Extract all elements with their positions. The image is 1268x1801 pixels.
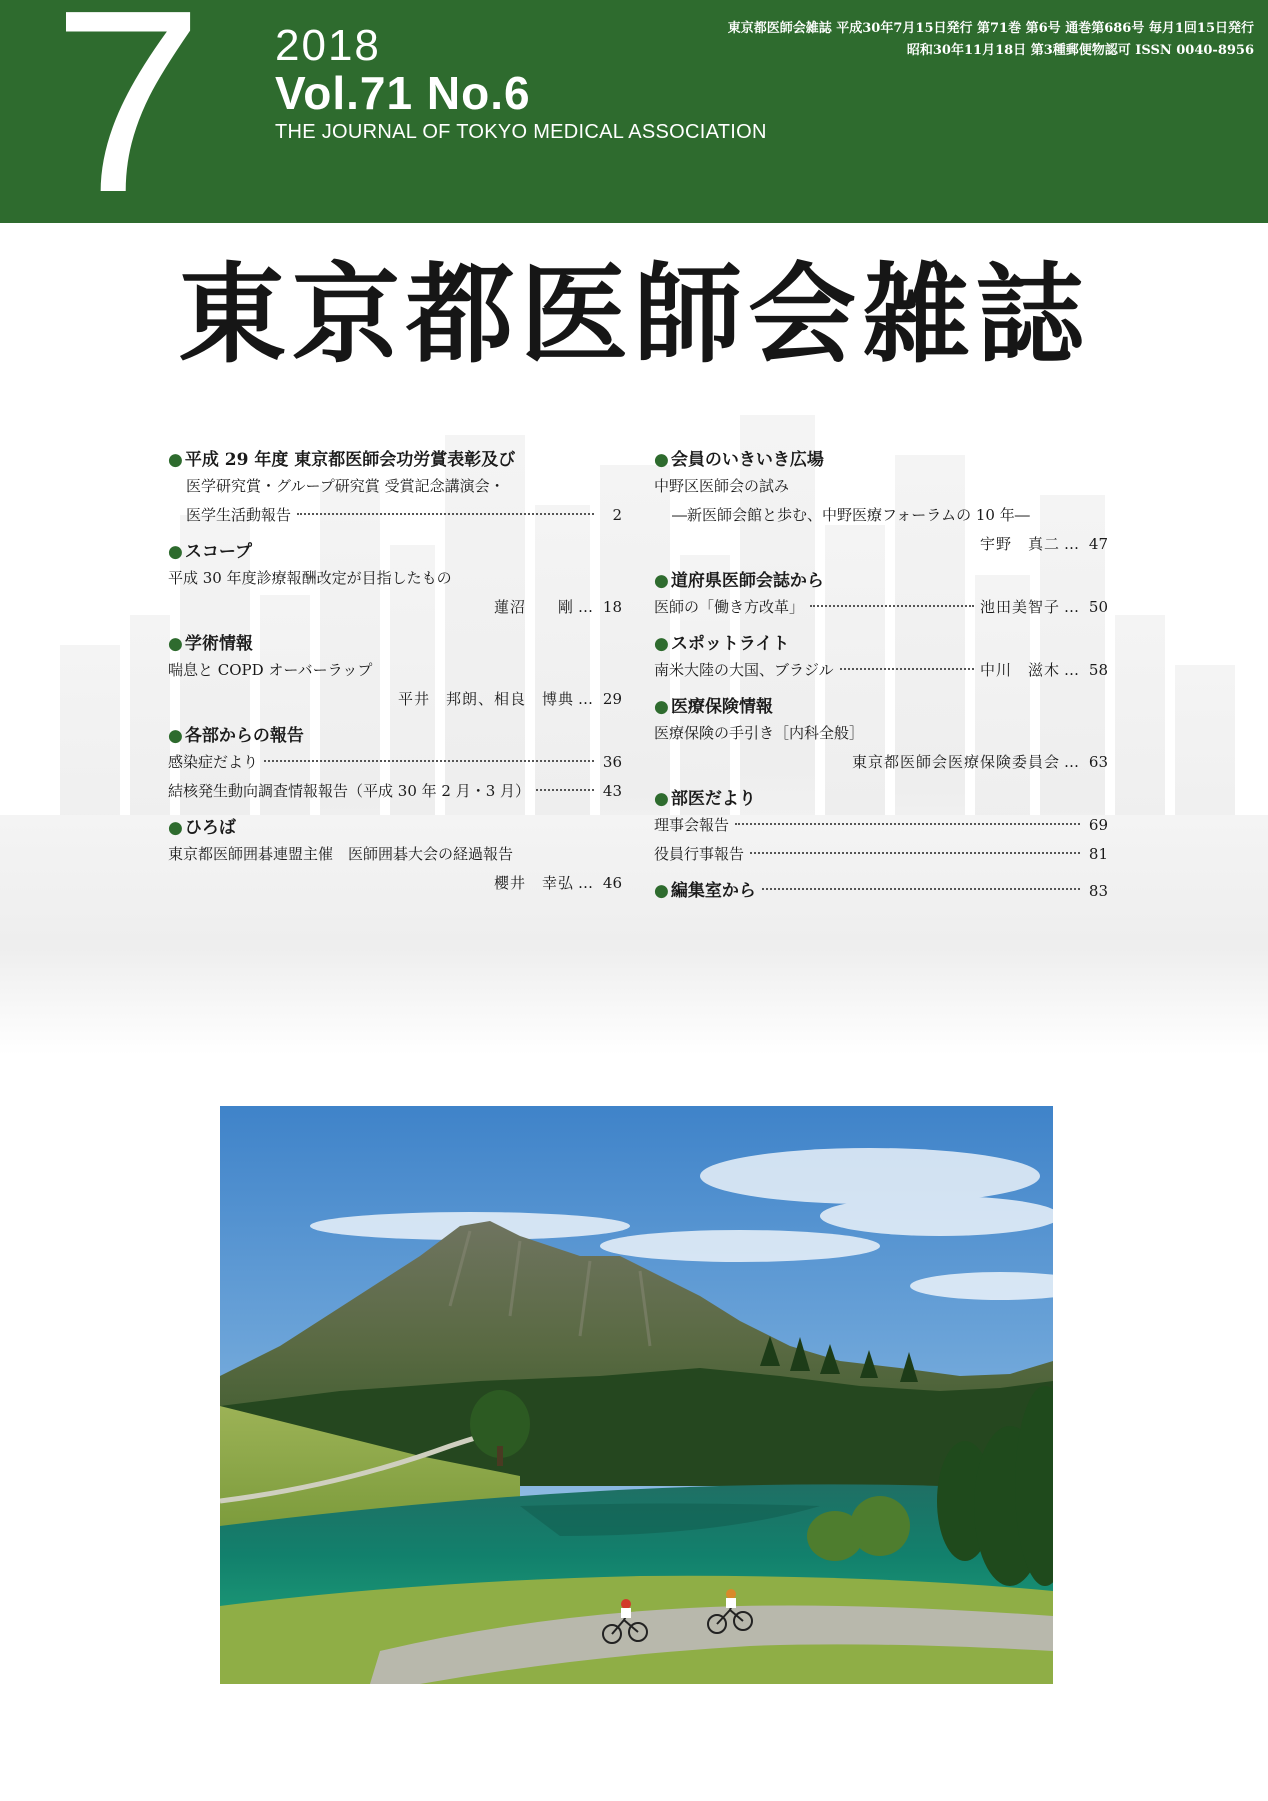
dot-leader [735, 823, 1080, 825]
toc-section [654, 879, 1108, 903]
toc-section-heading[interactable]: ● 道府県医師会誌から [654, 571, 824, 591]
publication-info-line-2: 昭和30年11月18日 第3種郵便物認可 ISSN 0040-8956 [906, 43, 1254, 58]
toc-entry[interactable]: 感染症だより 36 [168, 748, 622, 777]
volume-number: Vol.71 No.6 [275, 67, 531, 119]
toc-right-column [654, 448, 1108, 913]
header-band [0, 0, 1268, 247]
toc-entry[interactable]: 南米大陸の大国、ブラジル 中川 滋木 … 58 [654, 656, 1108, 685]
author-name: 東京都医師会医療保険委員会 [851, 753, 1060, 771]
page-number: 50 [1088, 598, 1108, 616]
dot-leader [810, 605, 974, 607]
toc-section [168, 724, 622, 806]
page-number: 43 [602, 782, 622, 800]
page-number: 47 [1088, 535, 1108, 553]
toc-section [168, 540, 622, 622]
bullet-icon: ● [654, 789, 669, 809]
toc-section-heading[interactable]: ● スコープ [168, 542, 252, 562]
author-name: 池田美智子 [979, 598, 1060, 616]
toc-entry-author[interactable]: 平井 邦朗、相良 博典 … 29 [168, 685, 622, 714]
toc-entry[interactable]: 喘息と COPD オーバーラップ [168, 661, 373, 679]
toc-entry-author[interactable]: 宇野 真二 … 47 [654, 530, 1108, 559]
toc-section-heading[interactable]: ● 医療保険情報 [654, 697, 773, 717]
page-number: 81 [1088, 845, 1108, 863]
author-name: 宇野 真二 [979, 535, 1060, 553]
toc-entry[interactable]: 東京都医師囲碁連盟主催 医師囲碁大会の経過報告 [168, 845, 514, 863]
bullet-icon: ● [654, 571, 669, 591]
bullet-icon: ● [168, 726, 183, 746]
page-number: 69 [1088, 816, 1108, 834]
dot-leader [297, 513, 594, 515]
toc-section-heading[interactable]: ● 学術情報 [168, 634, 253, 654]
dot-leader [750, 852, 1080, 854]
toc-section-heading[interactable]: ● 部医だより [654, 789, 756, 809]
toc-entry[interactable]: 医学生活動報告 2 [168, 501, 622, 530]
page-number: 36 [602, 753, 622, 771]
journal-title: 東京都医師会雑誌 [177, 252, 1090, 378]
bullet-icon: ● [168, 818, 183, 838]
toc-section [654, 787, 1108, 869]
bullet-icon: ● [654, 697, 669, 717]
page-number: 29 [602, 690, 622, 708]
toc-section-heading[interactable]: ● 会員のいきいき広場 [654, 450, 824, 470]
toc-section [654, 569, 1108, 622]
dot-leader [840, 668, 974, 670]
toc-section-heading[interactable]: ● 各部からの報告 [168, 726, 304, 746]
cover-photo-lake-mountain [220, 1106, 1053, 1684]
toc-entry[interactable]: ―新医師会館と歩む、中野医療フォーラムの 10 年― [672, 506, 1030, 524]
toc-left-column [168, 448, 622, 908]
toc-section-heading[interactable]: ● 平成 29 年度 東京都医師会功労賞表彰及び [168, 450, 516, 470]
toc-entry-author[interactable]: 蓮沼 剛 … 18 [168, 593, 622, 622]
publication-info [728, 18, 1254, 62]
page-number: 18 [602, 598, 622, 616]
author-name: 蓮沼 剛 [493, 598, 574, 616]
toc-entry[interactable]: 結核発生動向調査情報報告（平成 30 年 2 月・3 月） 43 [168, 777, 622, 806]
bullet-icon: ● [654, 450, 669, 470]
toc-entry-author[interactable]: 東京都医師会医療保険委員会 … 63 [654, 748, 1108, 777]
toc-entry[interactable]: 役員行事報告 81 [654, 840, 1108, 869]
journal-english-title: THE JOURNAL OF TOKYO MEDICAL ASSOCIATION [275, 121, 767, 143]
toc-entry-author[interactable]: 櫻井 幸弘 … 46 [168, 869, 622, 898]
toc-section [168, 816, 622, 898]
page-number: 46 [602, 874, 622, 892]
toc-section-heading[interactable]: ● スポットライト [654, 634, 790, 654]
toc-section [654, 632, 1108, 685]
page-number: 83 [1088, 882, 1108, 900]
toc-entry[interactable]: 医療保険の手引き［内科全般］ [654, 724, 865, 742]
dot-leader [536, 789, 594, 791]
toc-entry[interactable]: 理事会報告 69 [654, 811, 1108, 840]
dot-leader [264, 760, 594, 762]
toc-section [654, 695, 1108, 777]
toc-entry[interactable]: 平成 30 年度診療報酬改定が目指したもの [168, 569, 452, 587]
page-number: 58 [1088, 661, 1108, 679]
toc-section [168, 448, 622, 530]
publication-info-line-1: 東京都医師会雑誌 平成30年7月15日発行 第71巻 第6号 通巻第686号 毎月1回15日発行 [727, 21, 1254, 36]
bullet-icon: ● [168, 450, 183, 470]
author-name: 櫻井 幸弘 [493, 874, 574, 892]
page-number: 63 [1088, 753, 1108, 771]
toc-entry[interactable]: 医師の「働き方改革」 池田美智子 … 50 [654, 593, 1108, 622]
bullet-icon: ● [654, 634, 669, 654]
toc-entry[interactable]: 医学研究賞・グループ研究賞 受賞記念講演会・ [186, 477, 505, 495]
issue-year: 2018 [275, 21, 381, 70]
bullet-icon: ● [168, 634, 183, 654]
toc-section [654, 448, 1108, 559]
page-number: 2 [612, 506, 622, 524]
toc-section [168, 632, 622, 714]
bullet-icon: ● [168, 542, 183, 562]
bullet-icon: ● [654, 881, 669, 901]
issue-number: 7 [52, 0, 204, 247]
author-name: 中川 滋木 [979, 661, 1060, 679]
author-name: 平井 邦朗、相良 博典 [397, 690, 574, 708]
toc-section-heading[interactable]: ● 編集室から 83 [654, 881, 1108, 901]
dot-leader [762, 888, 1080, 890]
toc-section-heading[interactable]: ● ひろば [168, 818, 236, 838]
toc-entry[interactable]: 中野区医師会の試み [654, 477, 790, 495]
